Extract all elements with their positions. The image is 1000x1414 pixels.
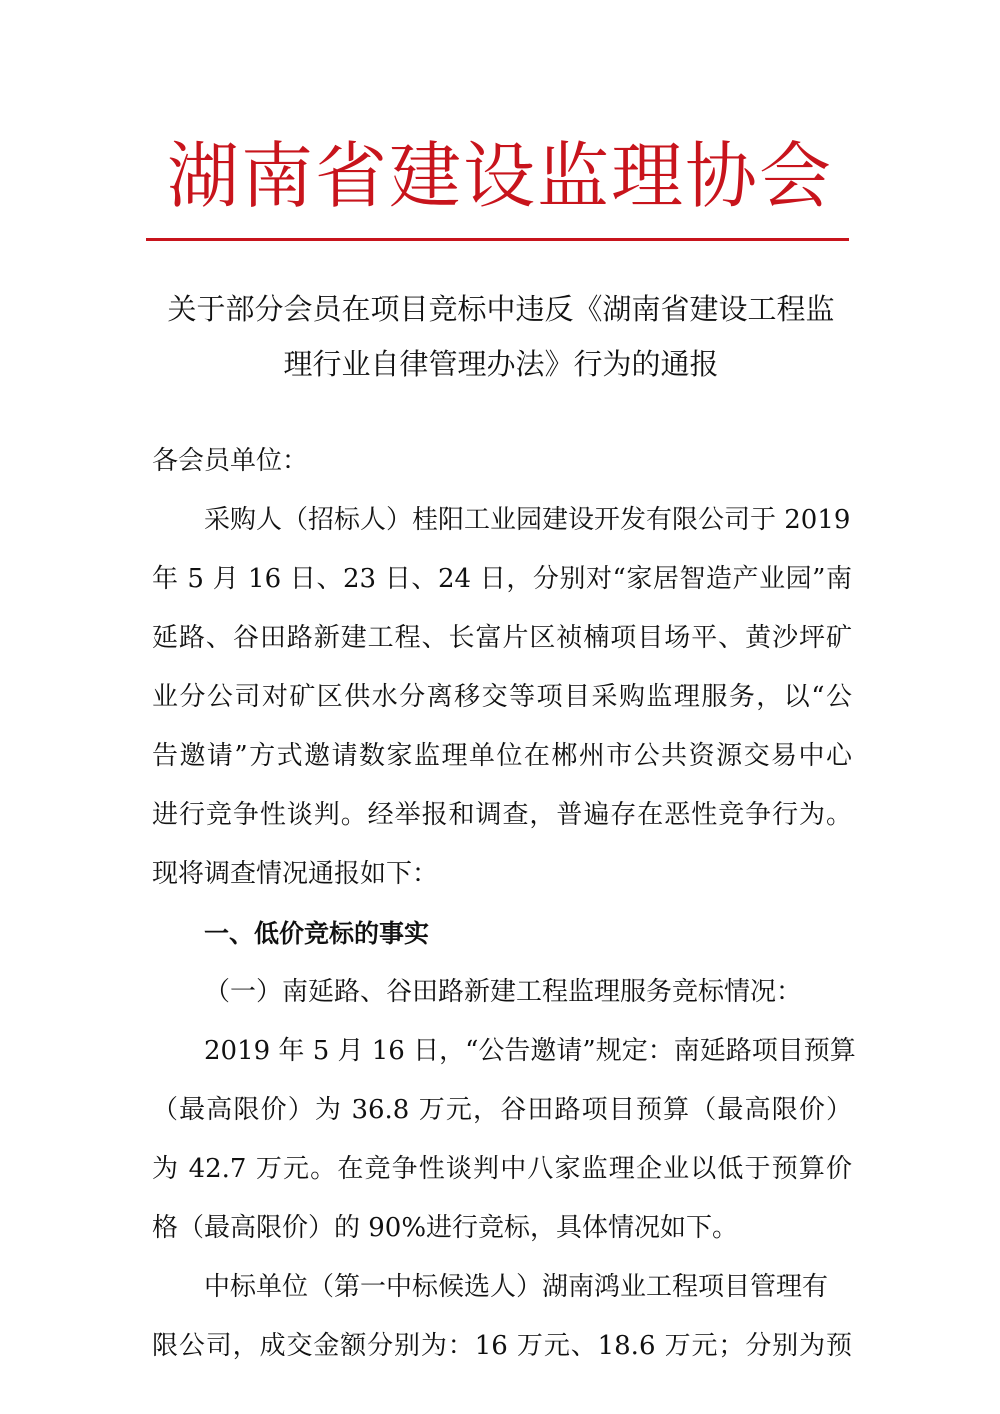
body-line: 业分公司对矿区供水分离移交等项目采购监理服务，以“公 xyxy=(152,682,852,712)
organization-header: 湖南省建设监理协会 xyxy=(166,134,833,218)
body-line: 年 5 月 16 日、23 日、24 日，分别对“家居智造产业园”南 xyxy=(152,564,852,594)
body-line: （最高限价）为 36.8 万元，谷田路项目预算（最高限价） xyxy=(152,1095,852,1125)
document-body xyxy=(152,432,856,1376)
body-line: 限公司，成交金额分别为：16 万元、18.6 万元；分别为预 xyxy=(152,1331,852,1361)
body-line: 现将调查情况通报如下： xyxy=(152,859,439,889)
title-line-1: 关于部分会员在项目竞标中违反《湖南省建设工程监 xyxy=(167,292,835,326)
body-line: 中标单位（第一中标候选人）湖南鸿业工程项目管理有 xyxy=(204,1272,829,1302)
body-line: 延路、谷田路新建工程、长富片区祯楠项目场平、黄沙坪矿 xyxy=(152,623,852,653)
section-heading: 一、低价竞标的事实 xyxy=(204,919,430,948)
document-title xyxy=(150,282,852,392)
subsection-heading: （一）南延路、谷田路新建工程监理服务竞标情况： xyxy=(204,977,803,1007)
body-line: 为 42.7 万元。在竞争性谈判中八家监理企业以低于预算价 xyxy=(152,1154,852,1184)
header-divider xyxy=(146,238,849,241)
body-line: 进行竞争性谈判。经举报和调查，普遍存在恶性竞争行为。 xyxy=(152,800,852,830)
body-line: 格（最高限价）的 90%进行竞标，具体情况如下。 xyxy=(152,1213,739,1243)
body-line: 采购人（招标人）桂阳工业园建设开发有限公司于 2019 xyxy=(204,505,851,535)
body-line: 告邀请”方式邀请数家监理单位在郴州市公共资源交易中心 xyxy=(152,741,852,771)
body-line: 2019 年 5 月 16 日，“公告邀请”规定：南延路项目预算 xyxy=(204,1036,856,1066)
salutation: 各会员单位： xyxy=(152,446,309,476)
title-line-2: 理行业自律管理办法》行为的通报 xyxy=(283,347,719,381)
